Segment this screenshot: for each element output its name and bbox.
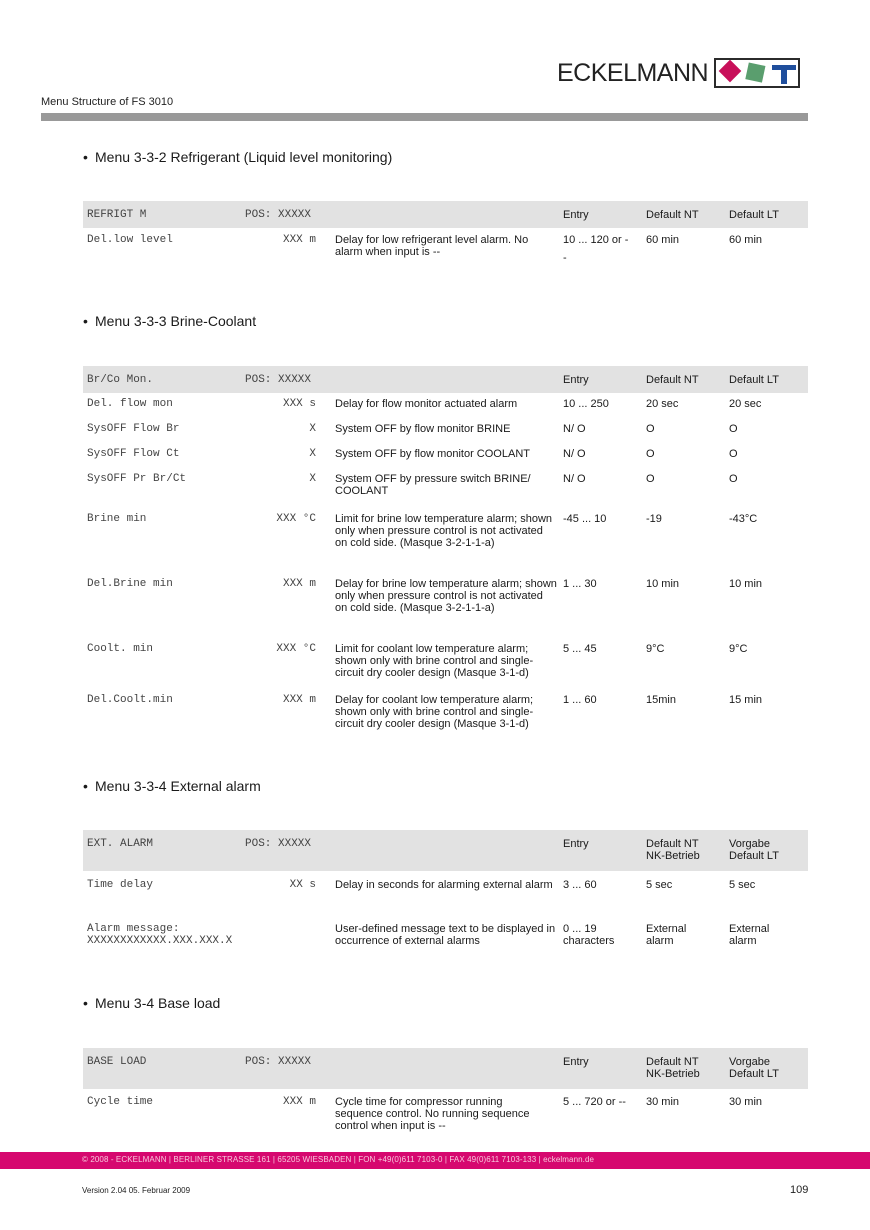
table-brine-coolant: [83, 366, 808, 734]
table-row: Coolt. min XXX °C Limit for coolant low temperature alarm; shown only with brine control and single-circuit dry cooler design (Masque 3-1-d) 5 ... 45 9°C 9°C: [87, 643, 748, 679]
table-row: SysOFF Flow Br X System OFF by flow monitor BRINE N/ O O O: [87, 423, 738, 435]
table-row: Cycle time XXX m Cycle time for compressor running sequence control. No running sequence control when input is -- 5 ... 720 or -- 30 min 30 min: [87, 1096, 763, 1132]
section-title-external-alarm: • Menu 3-3-4 External alarm: [83, 778, 261, 794]
header-code: REFRIGT M: [87, 209, 147, 221]
table-header: EXT. ALARM POS: XXXXX Entry Default NT NK-Betrieb Vorgabe Default LT: [83, 830, 808, 871]
table-header: [83, 201, 808, 228]
table-row: Alarm message: XXXXXXXXXXXX.XXX.XXX.X User-defined message text to be displayed in occurrence of external alarms 0 ... 19 characters External alarm External alarm: [87, 923, 770, 947]
footer-address: © 2008 - ECKELMANN | BERLINER STRASSE 161 | 65205 WIESBADEN | FON +49(0)611 7103-0 | FAX 49(0)611 7103-133 | eckelmann.de: [82, 1155, 595, 1164]
table-header: Br/Co Mon. POS: XXXXX Entry Default NT Default LT: [83, 366, 808, 393]
section-title-base-load: • Menu 3-4 Base load: [83, 995, 221, 1011]
table-row: Del.Coolt.min XXX m Delay for coolant low temperature alarm; shown only with brine control and single-circuit dry cooler design (Masque 3-1-d) 1 ... 60 15min 15 min: [87, 694, 763, 730]
table-row: SysOFF Flow Ct X System OFF by flow monitor COOLANT N/ O O O: [87, 448, 738, 460]
table-row: Time delay XX s Delay in seconds for alarming external alarm 3 ... 60 5 sec 5 sec: [87, 879, 756, 891]
section-title-brine-coolant: • Menu 3-3-3 Brine-Coolant: [83, 313, 257, 329]
table-row: SysOFF Pr Br/Ct X System OFF by pressure switch BRINE/ COOLANT N/ O O O: [87, 473, 738, 497]
header-entry: Entry: [563, 209, 589, 221]
table-row: Del. flow mon XXX s Delay for flow monitor actuated alarm 10 ... 250 20 sec 20 sec: [87, 398, 762, 410]
table-base-load: [83, 1048, 808, 1137]
section-title-refrigerant: • Menu 3-3-2 Refrigerant (Liquid level monitoring): [83, 149, 393, 165]
header-default-nt: Default NT: [646, 209, 699, 221]
table-row: Brine min XXX °C Limit for brine low temperature alarm; shown only when pressure control is not activated on cold side. (Masque 3-2-1-1-a) -45 ... 10 -19 -43°C: [87, 513, 758, 549]
header-pos: POS: XXXXX: [245, 209, 312, 221]
table-external-alarm: [83, 830, 808, 962]
table-row: Del.low level XXX m Delay for low refrigerant level alarm. No alarm when input is -- 10 ... 120 or -- 60 min 60 min: [87, 234, 763, 264]
page-number: 109: [790, 1184, 809, 1196]
eckelmann-logo: [557, 57, 800, 89]
table-refrigerant: [83, 201, 808, 268]
header-default-lt: Default LT: [729, 209, 779, 221]
logo-text: ECKELMANN: [557, 59, 709, 87]
logo-mark-icon: [714, 58, 800, 88]
document-header: Menu Structure of FS 3010: [41, 96, 174, 108]
version-info: Version 2.04 05. Februar 2009: [82, 1186, 191, 1195]
header-rule: [41, 113, 808, 121]
table-header: BASE LOAD POS: XXXXX Entry Default NT NK-Betrieb Vorgabe Default LT: [83, 1048, 808, 1089]
table-row: Del.Brine min XXX m Delay for brine low temperature alarm; shown only when pressure control is not activated on cold side. (Masque 3-2-1-1-a) 1 ... 30 10 min 10 min: [87, 578, 763, 614]
